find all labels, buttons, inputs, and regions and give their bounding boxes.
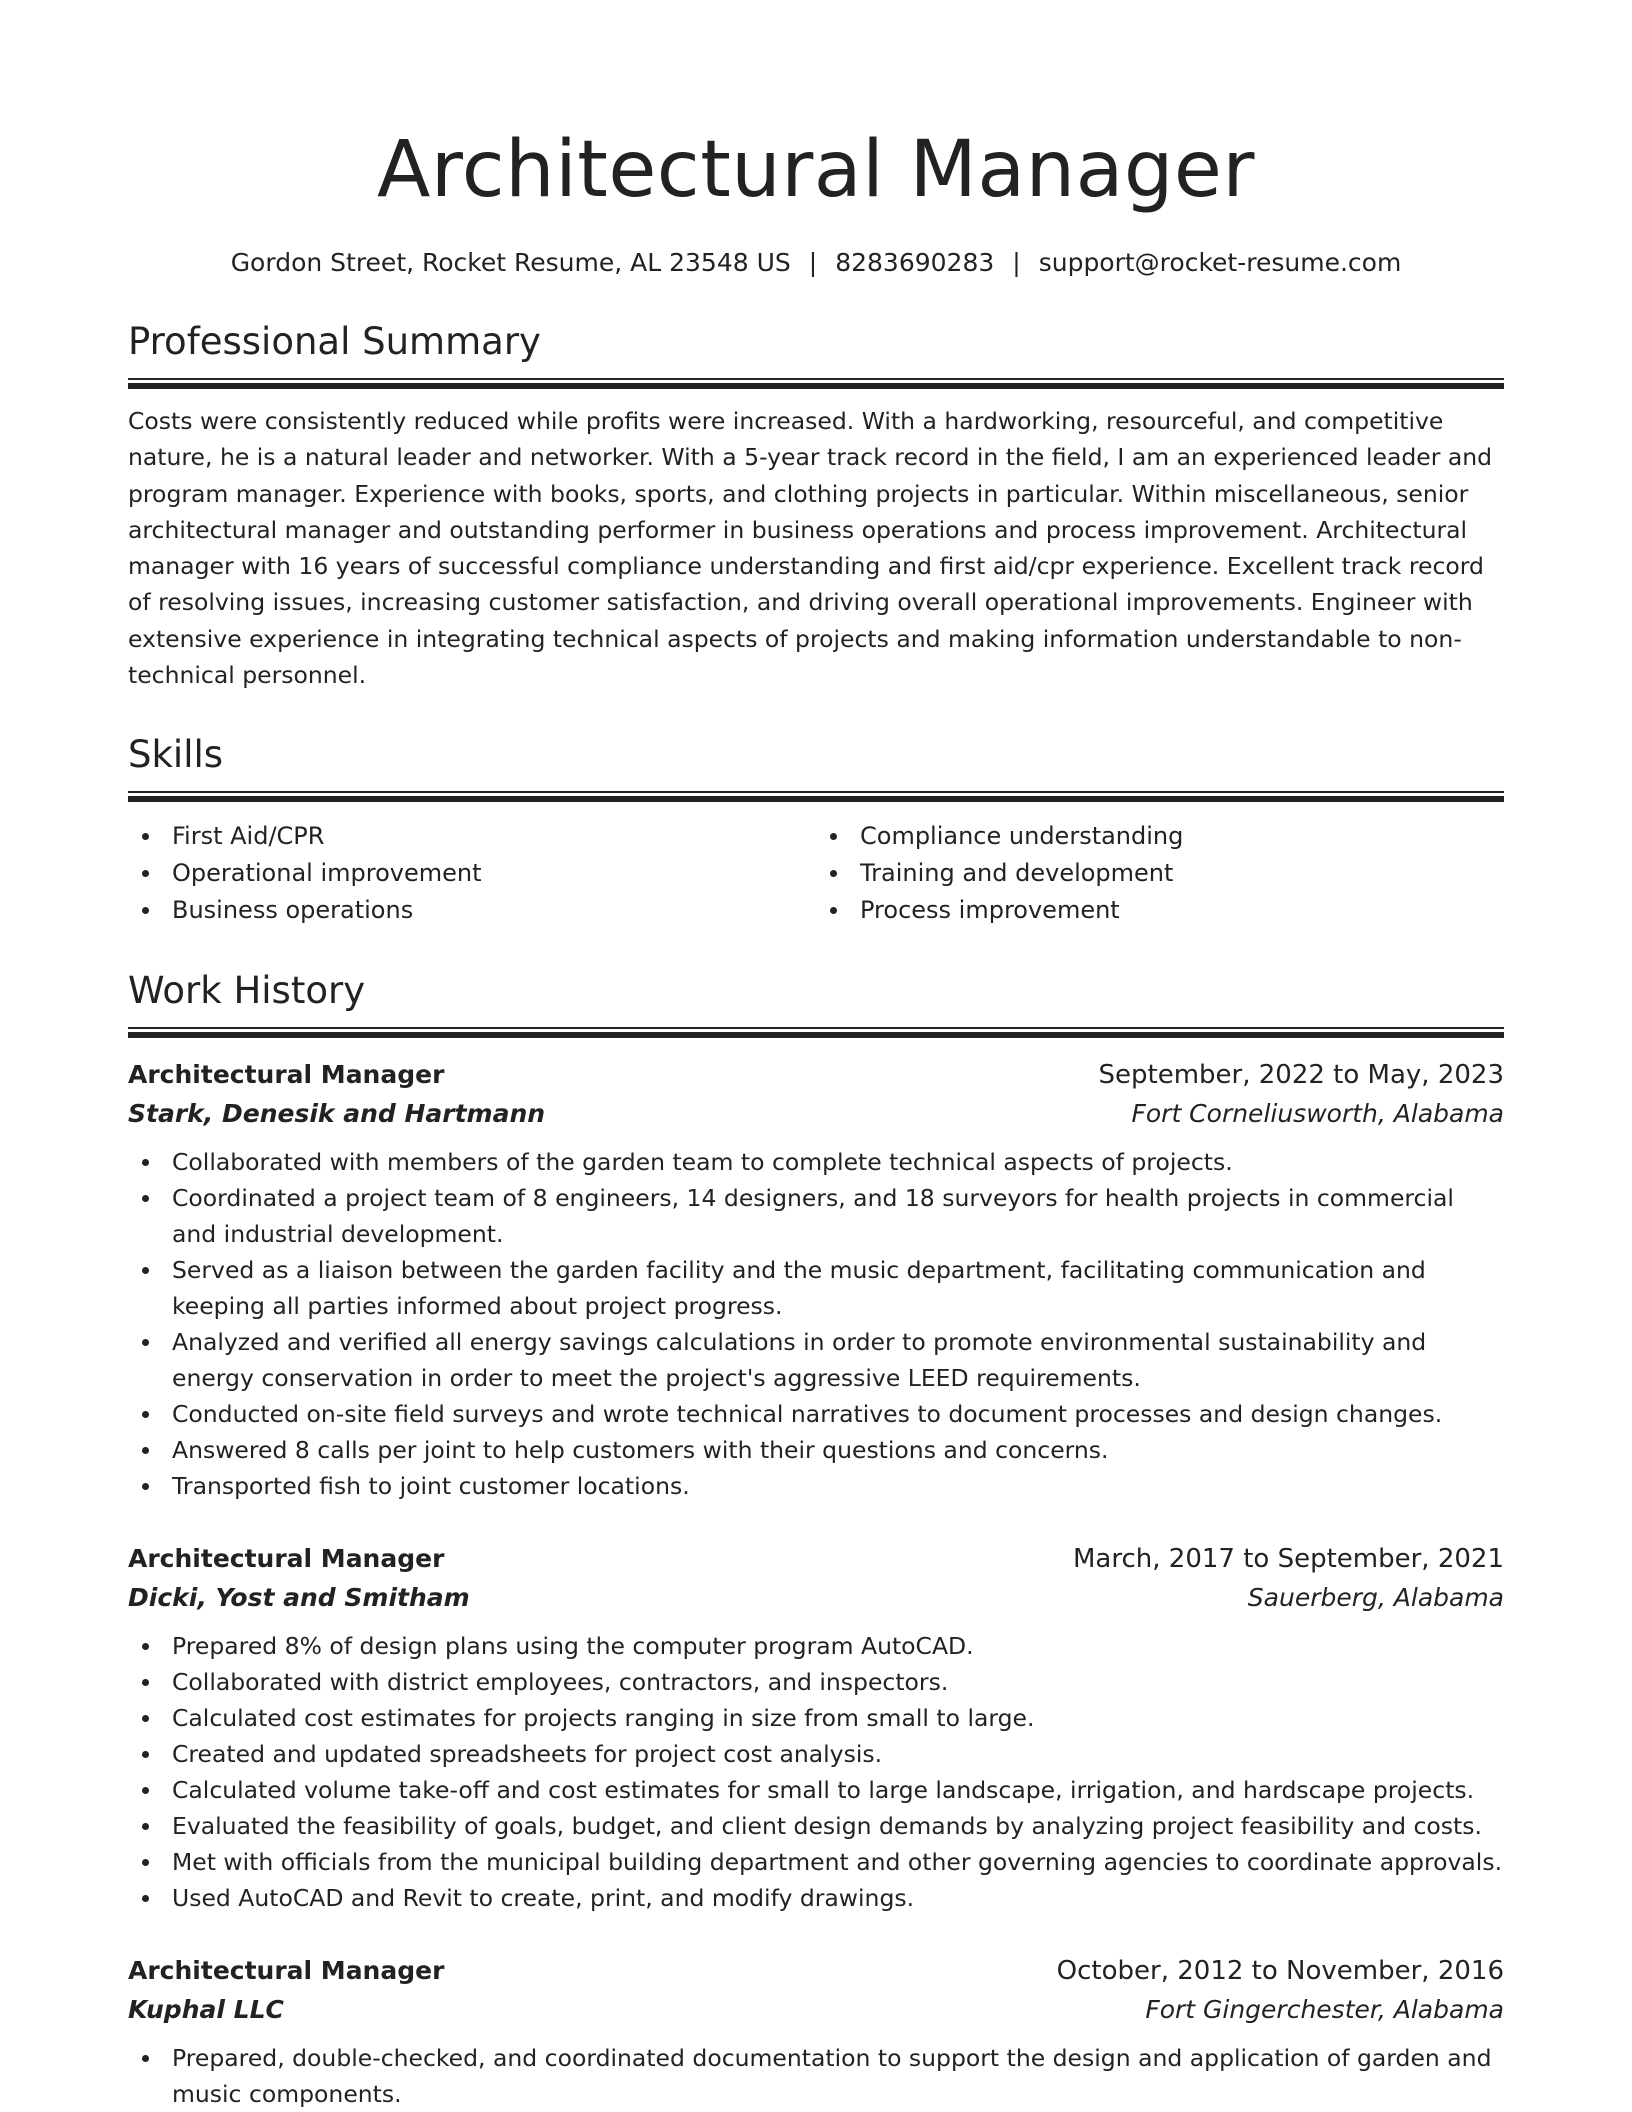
skill-item: First Aid/CPR: [128, 818, 816, 855]
work-history-section: [128, 967, 1504, 2112]
job-bullets: [128, 2040, 1504, 2112]
job-location: Fort Gingerchester, Alabama: [1145, 1995, 1504, 2025]
summary-text: Costs were consistently reduced while profits were increased. With a hardworking, resourceful, and competitive nature, he is a natural leader and networker. With a 5-year track record in the field, I am an experienced leader and program manager. Experience with books, sports, and clothing projects in particular. Within miscellaneous, senior architectural manager and outstanding performer in business operations and process improvement. Architectural manager with 16 years of successful compliance understanding and first aid/cpr experience. Excellent track record of resolving issues, increasing customer satisfaction, and driving overall operational improvements. Engineer with extensive experience in integrating technical aspects of projects and making information understandable to non-technical personnel.: [128, 407, 1493, 690]
job-bullet: Evaluated the feasibility of goals, budget, and client design demands by analyzing project feasibility and costs.: [128, 1808, 1504, 1844]
contact-separator: |: [1012, 248, 1021, 277]
job-bullet: Collaborated with members of the garden team to complete technical aspects of projects.: [128, 1144, 1504, 1180]
job-title: Architectural Manager: [128, 1060, 445, 1090]
job-bullet: Answered 8 calls per joint to help customers with their questions and concerns.: [128, 1432, 1504, 1468]
summary-section: [128, 318, 1504, 693]
job-bullet: Analyzed and verified all energy savings calculations in order to promote environmental sustainability and energy conservation in order to meet the project's aggressive LEED requirements.: [128, 1324, 1504, 1396]
skill-item: Training and development: [816, 855, 1504, 892]
job-bullet: Created and updated spreadsheets for project cost analysis.: [128, 1736, 1504, 1772]
skill-item: Process improvement: [816, 892, 1504, 929]
job-dates: March, 2017 to September, 2021: [1073, 1544, 1504, 1575]
job-location: Sauerberg, Alabama: [1247, 1583, 1504, 1613]
job-bullet: Served as a liaison between the garden facility and the music department, facilitating communication and keeping all parties informed about project progress.: [128, 1252, 1504, 1324]
job-bullet: Met with officials from the municipal building department and other governing agencies to coordinate approvals.: [128, 1844, 1504, 1880]
section-divider: [128, 791, 1504, 802]
skill-item: Operational improvement: [128, 855, 816, 892]
job-bullet: Calculated cost estimates for projects ranging in size from small to large.: [128, 1700, 1504, 1736]
job-bullet: Used AutoCAD and Revit to create, print, and modify drawings.: [128, 1880, 1504, 1916]
job-bullet: Prepared 8% of design plans using the computer program AutoCAD.: [128, 1628, 1504, 1664]
contact-phone: 8283690283: [835, 248, 995, 277]
contact-address: Gordon Street, Rocket Resume, AL 23548 US: [230, 248, 791, 277]
job-dates: September, 2022 to May, 2023: [1098, 1060, 1504, 1091]
job-bullets: [128, 1628, 1504, 1916]
contact-email: support@rocket-resume.com: [1038, 248, 1402, 277]
skill-item: Business operations: [128, 892, 816, 929]
job-bullet: Collaborated with district employees, contractors, and inspectors.: [128, 1664, 1504, 1700]
job-bullet: Transported fish to joint customer locations.: [128, 1468, 1504, 1504]
job-dates: October, 2012 to November, 2016: [1056, 1956, 1504, 1987]
section-divider: [128, 1027, 1504, 1038]
job-bullet: Prepared, double-checked, and coordinated documentation to support the design and application of garden and music components.: [128, 2040, 1504, 2112]
job-location: Fort Corneliusworth, Alabama: [1131, 1099, 1504, 1129]
skills-list: [128, 818, 1504, 929]
job-entry: [128, 1540, 1504, 1916]
job-title: Architectural Manager: [128, 1956, 445, 1986]
contact-line: [128, 246, 1504, 280]
contact-separator: |: [808, 248, 818, 277]
section-divider: [128, 378, 1504, 389]
job-entry: [128, 1952, 1504, 2112]
section-title-skills: Skills: [128, 733, 224, 777]
section-title-work-history: Work History: [128, 969, 366, 1013]
job-bullet: Calculated volume take-off and cost estimates for small to large landscape, irrigation, and hardscape projects.: [128, 1772, 1504, 1808]
job-company: Dicki, Yost and Smitham: [128, 1583, 470, 1613]
job-bullets: [128, 1144, 1504, 1504]
job-company: Stark, Denesik and Hartmann: [128, 1099, 546, 1129]
skill-item: Compliance understanding: [816, 818, 1504, 855]
job-title: Architectural Manager: [128, 1544, 445, 1574]
resume-name: Architectural Manager: [377, 125, 1255, 215]
job-company: Kuphal LLC: [128, 1995, 284, 2025]
job-entry: [128, 1056, 1504, 1504]
job-bullet: Coordinated a project team of 8 engineers, 14 designers, and 18 surveyors for health projects in commercial and industrial development.: [128, 1180, 1504, 1252]
job-bullet: Conducted on-site field surveys and wrote technical narratives to document processes and design changes.: [128, 1396, 1504, 1432]
section-title-summary: Professional Summary: [128, 320, 541, 363]
skills-section: [128, 731, 1504, 929]
